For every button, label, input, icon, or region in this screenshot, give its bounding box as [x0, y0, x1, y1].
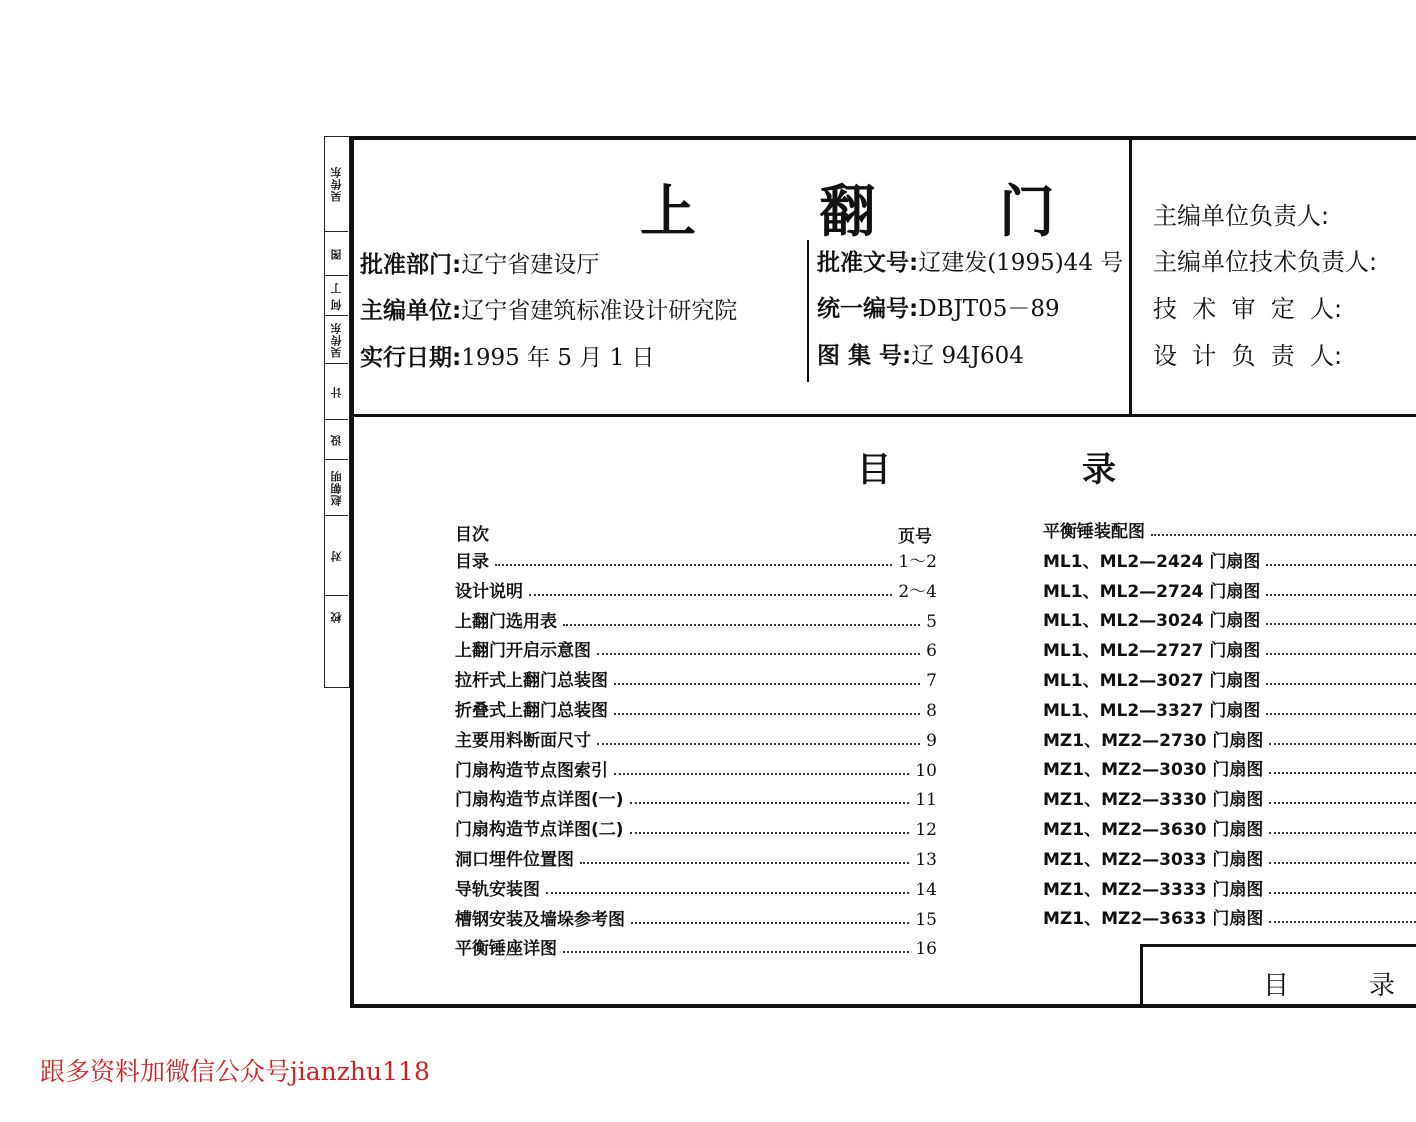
toc-row-page: 2～4 — [898, 581, 937, 602]
signature-strip-label: 吴传东 — [329, 322, 343, 358]
toc-row-title: ML1、ML2—2727 门扇图 — [1043, 641, 1261, 662]
toc-row — [455, 935, 937, 959]
toc-row-leader — [1266, 712, 1416, 715]
toc-row-title: 平衡锤座详图 — [455, 939, 557, 960]
responsible-technical: 主编单位技术负责人: — [1153, 248, 1378, 276]
toc-row-title: 洞口埋件位置图 — [455, 850, 574, 870]
toc-row-leader — [495, 563, 892, 566]
toc-row-page: 14 — [915, 879, 937, 900]
toc-row — [1043, 756, 1416, 780]
toc-row-page: 8 — [926, 701, 937, 721]
toc-row-leader — [1269, 861, 1416, 864]
toc-row-leader — [597, 652, 920, 655]
signature-strip — [324, 136, 350, 688]
signature-strip-cell — [325, 137, 348, 231]
toc-row-page: 7 — [926, 671, 937, 692]
signature-strip-label: 对 — [329, 550, 343, 562]
toc-row-title: MZ1、MZ2—2730 门扇图 — [1043, 730, 1264, 751]
toc-row — [1043, 607, 1416, 631]
signature-strip-label: 计 — [329, 386, 343, 398]
toc-row-title: 折叠式上翻门总装图 — [455, 701, 608, 721]
toc-row-title: ML1、ML2—2424 门扇图 — [1043, 551, 1261, 572]
toc-row — [1043, 518, 1416, 542]
toc-row-page: 13 — [915, 850, 937, 870]
toc-row-title: 上翻门开启示意图 — [455, 641, 591, 662]
toc-row — [455, 757, 937, 781]
toc-row-title: 主要用料断面尺寸 — [455, 730, 591, 751]
toc-header-label: 目次 — [455, 525, 489, 545]
info-divider — [807, 240, 809, 382]
toc-row-title: ML1、ML2—2724 门扇图 — [1043, 581, 1261, 602]
toc-row-title: MZ1、MZ2—3333 门扇图 — [1043, 879, 1264, 900]
atlas-number: 图 集 号:辽 94J604 — [817, 343, 1024, 369]
toc-row-leader — [580, 861, 909, 864]
toc-row — [1043, 548, 1416, 572]
toc-row-leader — [529, 593, 892, 596]
toc-row-page: 16 — [915, 939, 937, 960]
signature-strip-label: 赵朝明 — [329, 470, 343, 506]
toc-heading-right: 录 — [1082, 450, 1116, 490]
title-block-left: 目 — [1263, 971, 1290, 1001]
toc-row-title: MZ1、MZ2—3030 门扇图 — [1043, 760, 1264, 781]
toc-row-page: 12 — [915, 820, 937, 841]
chief-editor-unit: 主编单位:辽宁省建筑标准设计研究院 — [360, 298, 738, 324]
approval-number: 批准文号:辽建发(1995)44 号 — [817, 250, 1124, 276]
title-block-right: 录 — [1369, 971, 1396, 1001]
atlas-title: 上 翻 门 — [640, 180, 1107, 245]
toc-row-title: 拉杆式上翻门总装图 — [455, 671, 608, 692]
toc-row — [455, 906, 937, 930]
signature-strip-cell — [325, 275, 348, 316]
toc-row — [455, 548, 937, 572]
toc-row-leader — [614, 682, 920, 685]
toc-row-title: 门扇构造节点详图(一) — [455, 790, 624, 811]
unified-number: 统一编号:DBJT05－89 — [817, 296, 1060, 322]
toc-row — [1043, 667, 1416, 691]
toc-row-title: MZ1、MZ2—3633 门扇图 — [1043, 909, 1264, 930]
signature-strip-cell — [325, 363, 348, 420]
toc-row — [1043, 637, 1416, 661]
toc-row-page: 11 — [915, 790, 937, 811]
toc-row-page: 15 — [915, 909, 937, 930]
toc-row-title: 上翻门选用表 — [455, 611, 557, 632]
toc-row-leader — [597, 742, 920, 745]
signature-strip-cell — [325, 231, 348, 276]
toc-row-title: MZ1、MZ2—3330 门扇图 — [1043, 790, 1264, 811]
signature-strip-label: 何 丁 — [329, 281, 343, 311]
toc-row — [455, 727, 937, 751]
responsible-divider — [1129, 138, 1132, 416]
signature-strip-label: 设 — [329, 434, 343, 446]
header-divider — [350, 414, 1416, 417]
toc-row-leader — [1266, 652, 1416, 655]
toc-row-title: 平衡锤装配图 — [1043, 522, 1145, 542]
responsible-review: 技 术 审 定 人: — [1153, 295, 1343, 323]
toc-row-leader — [1266, 593, 1416, 596]
toc-row-leader — [614, 712, 920, 715]
toc-row-leader — [563, 950, 909, 953]
toc-row — [1043, 727, 1416, 751]
toc-row-title: MZ1、MZ2—3630 门扇图 — [1043, 820, 1264, 840]
toc-row-leader — [1151, 533, 1416, 536]
toc-row-page: 1～2 — [898, 552, 937, 572]
toc-row-leader — [1269, 831, 1416, 834]
toc-row-page: 10 — [915, 760, 937, 781]
signature-strip-label: 图 — [329, 248, 343, 260]
toc-row — [455, 876, 937, 900]
toc-row-leader — [1269, 920, 1416, 923]
signature-strip-cell — [325, 459, 348, 516]
toc-row-leader — [1269, 771, 1416, 774]
responsible-chief-unit: 主编单位负责人: — [1153, 202, 1330, 230]
toc-row-leader — [1266, 563, 1416, 566]
toc-row-title: ML1、ML2—3327 门扇图 — [1043, 700, 1261, 721]
toc-row-leader — [631, 921, 909, 924]
watermark-text: 跟多资料加微信公众号jianzhu118 — [40, 1057, 430, 1086]
toc-row-leader — [1269, 891, 1416, 894]
toc-row — [455, 697, 937, 721]
toc-row-leader — [546, 891, 909, 894]
responsible-design: 设 计 负 责 人: — [1153, 342, 1343, 370]
signature-strip-cell — [325, 419, 348, 460]
toc-row-leader — [1266, 682, 1416, 685]
approval-department: 批准部门:辽宁省建设厅 — [360, 252, 600, 278]
toc-row — [455, 608, 937, 632]
toc-row-title: MZ1、MZ2—3033 门扇图 — [1043, 849, 1264, 870]
toc-row — [455, 637, 937, 661]
toc-row-leader — [563, 623, 920, 626]
signature-strip-cell — [325, 515, 348, 596]
toc-row-title: 目录 — [455, 552, 489, 572]
toc-row-title: 槽钢安装及墙垛参考图 — [455, 909, 625, 930]
toc-row-title: 导轨安装图 — [455, 879, 540, 900]
toc-row — [1043, 846, 1416, 870]
toc-row — [1043, 697, 1416, 721]
signature-strip-label: 校 — [329, 611, 343, 623]
toc-row-title: 门扇构造节点详图(二) — [455, 820, 624, 841]
toc-header-page: 页号 — [898, 527, 932, 547]
toc-row-title: 门扇构造节点图索引 — [455, 760, 608, 781]
signature-strip-cell — [325, 315, 348, 364]
toc-row-leader — [1269, 801, 1416, 804]
toc-row-page: 5 — [926, 611, 937, 632]
toc-row-page: 6 — [926, 641, 937, 662]
toc-row-leader — [614, 772, 909, 775]
toc-row — [1043, 876, 1416, 900]
toc-row-leader — [1269, 742, 1416, 745]
toc-row — [1043, 816, 1416, 840]
toc-row-leader — [630, 801, 910, 804]
toc-row — [1043, 905, 1416, 929]
toc-row — [455, 786, 937, 810]
title-block — [1140, 944, 1416, 1008]
toc-row-leader — [1266, 622, 1416, 625]
toc-row-title: ML1、ML2—3024 门扇图 — [1043, 611, 1261, 632]
toc-row — [1043, 786, 1416, 810]
toc-row — [455, 846, 937, 870]
effective-date: 实行日期:1995 年 5 月 1 日 — [360, 345, 655, 371]
toc-row — [455, 667, 937, 691]
toc-row — [455, 816, 937, 840]
toc-row-title: 设计说明 — [455, 581, 523, 602]
toc-row-page: 9 — [926, 730, 937, 751]
toc-row-leader — [630, 831, 910, 834]
toc-heading-left: 目 — [857, 450, 891, 490]
signature-strip-cell — [325, 595, 348, 638]
toc-row — [1043, 578, 1416, 602]
toc-row-title: ML1、ML2—3027 门扇图 — [1043, 671, 1261, 691]
signature-strip-label: 吴传东 — [329, 166, 343, 202]
toc-row — [455, 578, 937, 602]
